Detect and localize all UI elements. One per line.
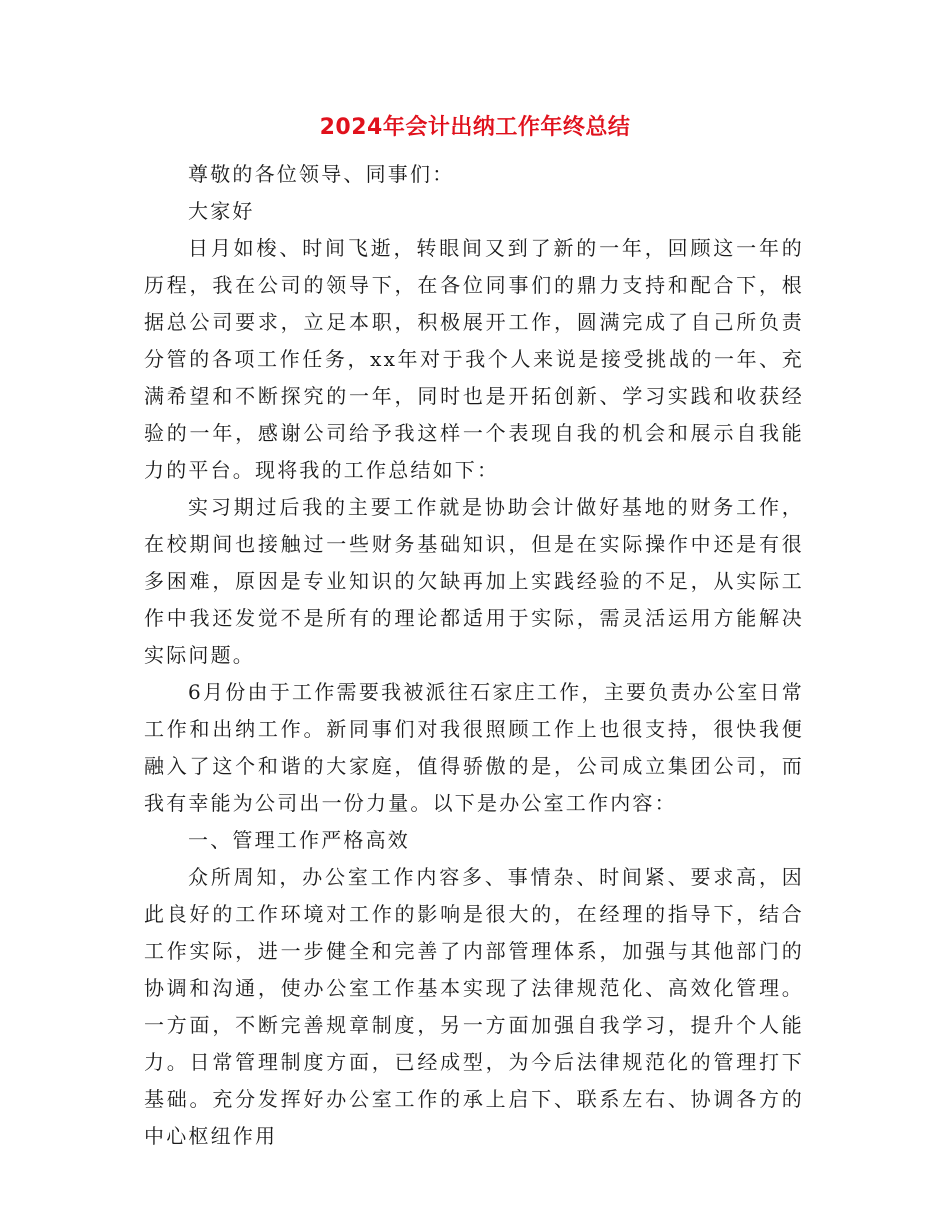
section-heading: 一、管理工作严格高效 xyxy=(188,828,410,852)
document-body xyxy=(144,156,804,1155)
paragraph-internship: 实习期过后我的主要工作就是协助会计做好基地的财务工作，在校期间也接触过一些财务基础知识，但是在实际操作中还是有很多困难，原因是专业知识的欠缺再加上实践经验的不足，从实际工作中我还发觉不是所有的理论都适用于实际，需灵活运用方能解决实际问题。 xyxy=(144,495,804,667)
paragraph-management: 众所周知，办公室工作内容多、事情杂、时间紧、要求高，因此良好的工作环境对工作的影响是很大的，在经理的指导下，结合工作实际，进一步健全和完善了内部管理体系，加强与其他部门的协调和沟通，使办公室工作基本实现了法律规范化、高效化管理。一方面，不断完善规章制度，另一方面加强自我学习，提升个人能力。日常管理制度方面，已经成型，为今后法律规范化的管理打下基础。充分发挥好办公室工作的承上启下、联系左右、协调各方的中心枢纽作用 xyxy=(144,865,804,1148)
paragraph-intro: 日月如梭、时间飞逝，转眼间又到了新的一年，回顾这一年的历程，我在公司的领导下，在各位同事们的鼎力支持和配合下，根据总公司要求，立足本职，积极展开工作，圆满完成了自己所负责分管的各项工作任务，xx年对于我个人来说是接受挑战的一年、充满希望和不断探究的一年，同时也是开拓创新、学习实践和收获经验的一年，感谢公司给予我这样一个表现自我的机会和展示自我能力的平台。现将我的工作总结如下： xyxy=(144,236,804,482)
paragraph-shijiazhuang: 6月份由于工作需要我被派往石家庄工作，主要负责办公室日常工作和出纳工作。新同事们对我很照顾工作上也很支持，很快我便融入了这个和谐的大家庭，值得骄傲的是，公司成立集团公司，而我有幸能为公司出一份力量。以下是办公室工作内容： xyxy=(144,680,804,815)
greeting: 大家好 xyxy=(188,199,255,223)
salutation: 尊敬的各位领导、同事们： xyxy=(188,162,455,186)
document-title: 2024年会计出纳工作年终总结 xyxy=(319,115,631,140)
